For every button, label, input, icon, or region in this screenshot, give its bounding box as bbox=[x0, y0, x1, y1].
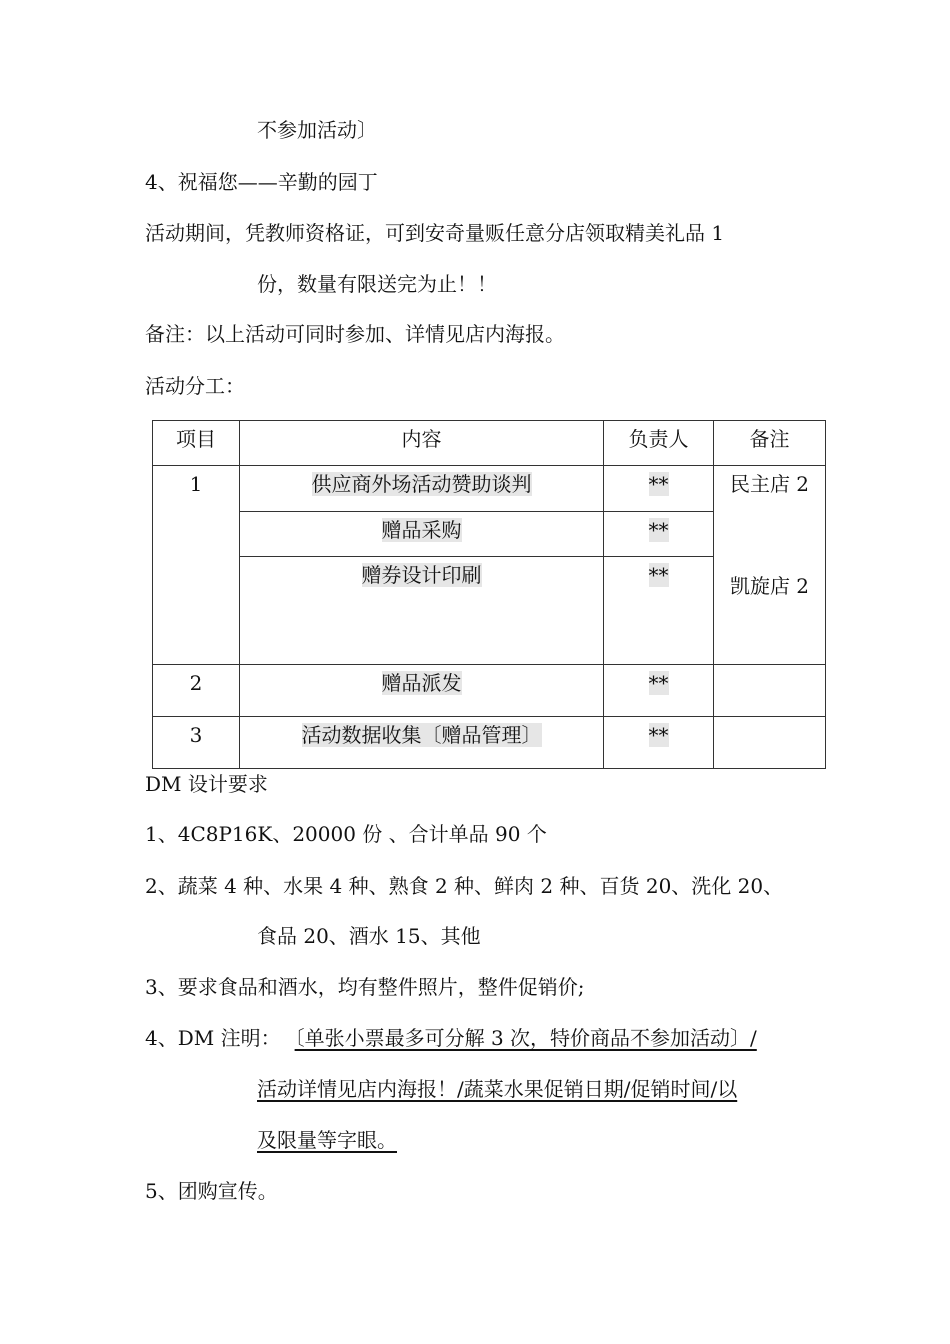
content-text: 赠券设计印刷 bbox=[361, 563, 482, 587]
owner-text: ** bbox=[648, 671, 669, 695]
text-line-1: 不参加活动〕 bbox=[257, 118, 377, 142]
content-text: 供应商外场活动赞助谈判 bbox=[311, 472, 532, 496]
dm-item-4-cont-1: 活动详情见店内海报！/蔬菜水果促销日期/促销时间/以 bbox=[257, 1077, 738, 1101]
header-item: 项目 bbox=[153, 421, 240, 466]
remark-note: 备注：以上活动可同时参加、详情见店内海报。 bbox=[145, 322, 565, 346]
cell-item-no: 2 bbox=[153, 665, 240, 717]
dm-item-4-cont-2: 及限量等字眼。 bbox=[257, 1128, 397, 1152]
remark-store-b: 凯旋店 2 bbox=[729, 574, 810, 598]
owner-text: ** bbox=[648, 723, 669, 747]
cell-owner bbox=[604, 466, 714, 512]
task-table bbox=[152, 420, 826, 769]
section-heading-4: 4、祝福您——辛勤的园丁 bbox=[145, 170, 378, 194]
cell-item-no: 3 bbox=[153, 717, 240, 769]
dm-item-4-prefix: 4、DM 注明： bbox=[145, 1026, 281, 1050]
cell-remark bbox=[714, 717, 826, 769]
cell-content bbox=[240, 717, 604, 769]
cell-owner bbox=[604, 512, 714, 557]
table-row bbox=[153, 717, 826, 769]
text-line-4: 份，数量有限送完为止！！ bbox=[257, 272, 497, 296]
dm-item-2-cont: 食品 20、酒水 15、其他 bbox=[257, 924, 481, 948]
cell-remark bbox=[714, 665, 826, 717]
dm-item-4-note: 〔单张小票最多可分解 3 次，特价商品不参加活动〕/ bbox=[294, 1026, 757, 1050]
cell-owner bbox=[604, 665, 714, 717]
cell-owner bbox=[604, 717, 714, 769]
dm-item-1: 1、4C8P16K、20000 份 、合计单品 90 个 bbox=[145, 822, 547, 846]
content-text: 活动数据收集〔赠品管理〕 bbox=[301, 723, 542, 747]
text-line-3: 活动期间，凭教师资格证，可到安奇量贩任意分店领取精美礼品 1 bbox=[145, 221, 725, 245]
header-content: 内容 bbox=[240, 421, 604, 466]
owner-text: ** bbox=[648, 563, 669, 587]
header-remark: 备注 bbox=[714, 421, 826, 466]
owner-text: ** bbox=[648, 472, 669, 496]
dm-heading: DM 设计要求 bbox=[145, 772, 268, 796]
cell-remark bbox=[714, 466, 826, 665]
header-owner: 负责人 bbox=[604, 421, 714, 466]
content-text: 赠品派发 bbox=[381, 671, 462, 695]
division-heading: 活动分工： bbox=[145, 374, 245, 398]
table-header-row bbox=[153, 421, 826, 466]
dm-item-2: 2、蔬菜 4 种、水果 4 种、熟食 2 种、鲜肉 2 种、百货 20、洗化 20、 bbox=[145, 874, 784, 898]
dm-item-4 bbox=[145, 1026, 757, 1050]
dm-item-3: 3、要求食品和酒水，均有整件照片，整件促销价; bbox=[145, 975, 585, 999]
dm-item-5: 5、团购宣传。 bbox=[145, 1179, 278, 1203]
cell-content bbox=[240, 665, 604, 717]
cell-content bbox=[240, 557, 604, 665]
table-row bbox=[153, 466, 826, 512]
owner-text: ** bbox=[648, 518, 669, 542]
content-text: 赠品采购 bbox=[381, 518, 462, 542]
cell-content bbox=[240, 512, 604, 557]
cell-content bbox=[240, 466, 604, 512]
cell-item-no: 1 bbox=[153, 466, 240, 665]
cell-owner bbox=[604, 557, 714, 665]
remark-store-a: 民主店 2 bbox=[729, 472, 810, 496]
table-row bbox=[153, 665, 826, 717]
